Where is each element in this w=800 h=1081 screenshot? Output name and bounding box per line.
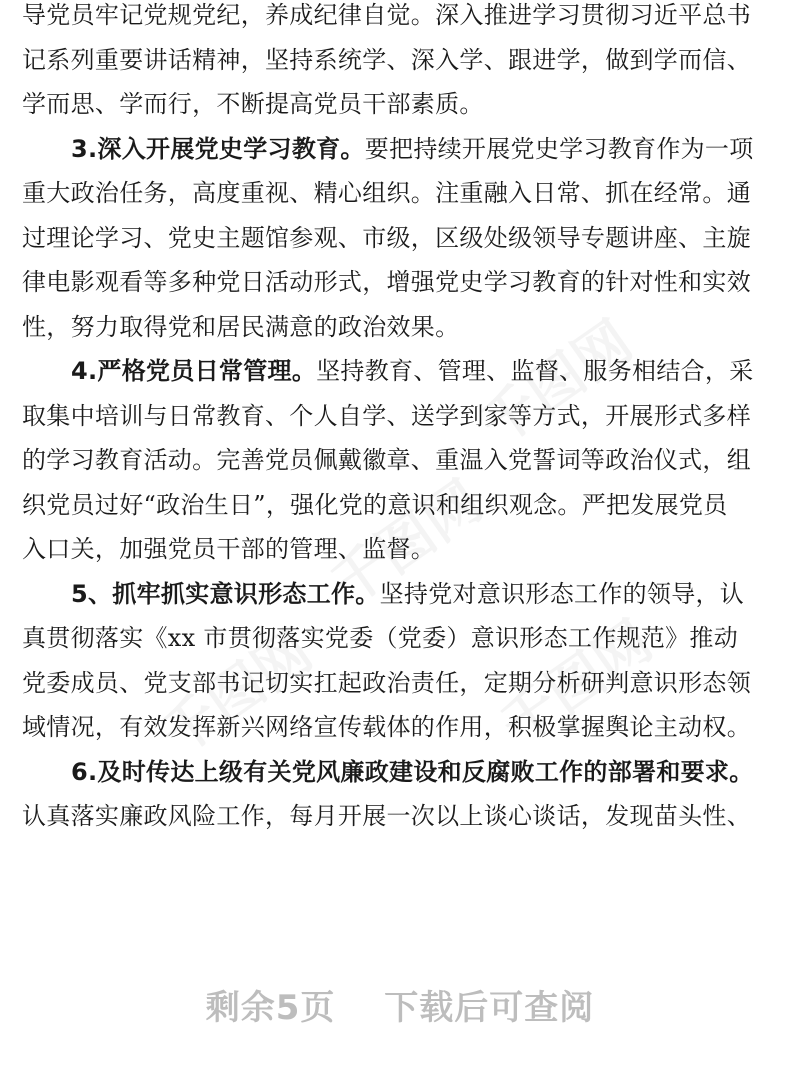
section-heading: 6.及时传达上级有关党风廉政建设和反腐败工作的部署和要求。 [71,757,754,786]
section-heading: 4.严格党员日常管理。 [71,357,317,385]
section-heading: 5、抓牢抓实意识形态工作。 [71,579,380,608]
section-heading: 3.深入开展党史学习教育。 [71,134,365,163]
body-line: 织党员过好“政治生日”，强化党的意识和组织观念。严把发展党员 [22,490,728,519]
body-line: 真贯彻落实《xx 市贯彻落实党委（党委）意识形态工作规范》推动 [22,624,738,652]
document-body [22,0,782,839]
body-line: 域情况，有效发挥新兴网络宣传载体的作用，积极掌握舆论主动权。 [22,713,751,741]
body-line: 党委成员、党支部书记切实扛起政治责任，定期分析研判意识形态领 [22,668,751,697]
remaining-pages-notice[interactable]: 剩余5页 下载后可查阅 [205,988,595,1028]
section-text: 坚持教育、管理、监督、服务相结合，采 [316,357,754,385]
body-line: 取集中培训与日常教育、个人自学、送学到家等方式，开展形式多样 [22,401,751,430]
body-line: 入口关，加强党员干部的管理、监督。 [22,535,436,563]
section-first-line [22,572,782,617]
body-line: 学而思、学而行，不断提高党员干部素质。 [22,90,484,118]
section-text: 坚持党对意识形态工作的领导，认 [379,579,745,608]
body-line: 重大政治任务，高度重视、精心组织。注重融入日常、抓在经常。通 [22,179,751,207]
body-line: 律电影观看等多种党日活动形式，增强党史学习教育的针对性和实效 [22,268,751,296]
section-first-line [22,127,782,172]
body-line: 性，努力取得党和居民满意的政治效果。 [22,312,460,341]
body-line: 记系列重要讲话精神，坚持系统学、深入学、跟进学，做到学而信、 [22,45,751,74]
body-line: 过理论学习、党史主题馆参观、市级，区级处级领导专题讲座、主旋 [22,223,751,252]
body-line: 的学习教育活动。完善党员佩戴徽章、重温入党誓词等政治仪式，组 [22,446,751,474]
section-first-line [22,750,782,795]
body-line: 导党员牢记党规党纪，养成纪律自觉。深入推进学习贯彻习近平总书 [22,1,751,29]
section-text: 要把持续开展党史学习教育作为一项 [364,134,754,163]
body-line: 认真落实廉政风险工作，每月开展一次以上谈心谈话，发现苗头性、 [22,802,751,830]
section-first-line [22,349,782,394]
